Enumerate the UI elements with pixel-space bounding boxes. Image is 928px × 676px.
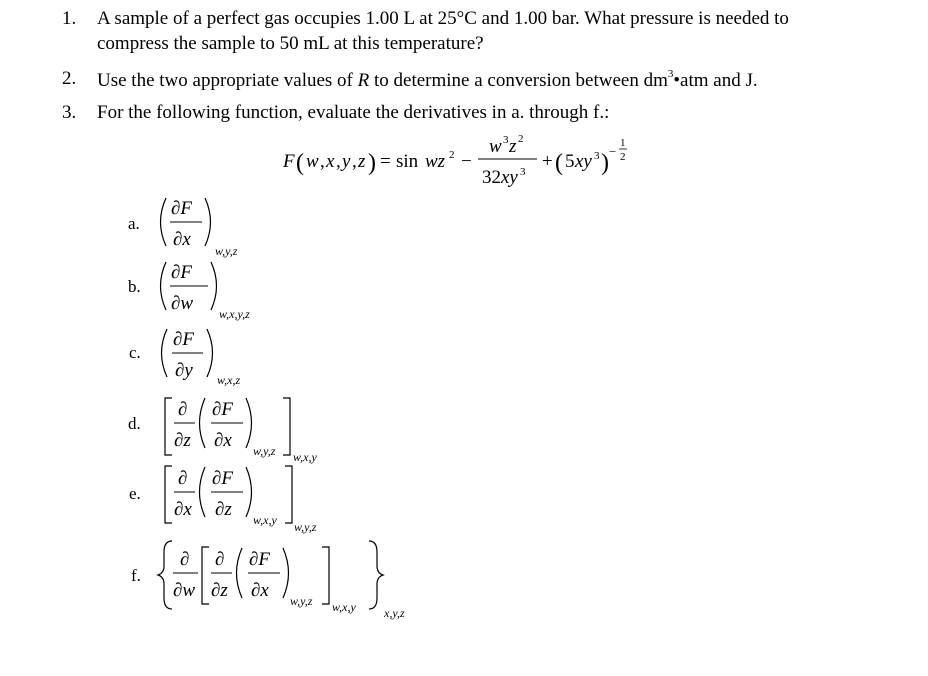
- svg-text:w,x,y: w,x,y: [253, 513, 277, 527]
- question-2-text-before: Use the two appropriate values of: [97, 70, 358, 91]
- svg-text:∂: ∂: [178, 468, 188, 489]
- svg-text:∂x: ∂x: [251, 580, 269, 601]
- svg-text:,: ,: [320, 151, 325, 172]
- svg-text:∂F: ∂F: [171, 262, 192, 283]
- svg-text:w,y,z: w,y,z: [253, 444, 276, 458]
- svg-text:w,x,y: w,x,y: [332, 600, 356, 614]
- svg-text:3: 3: [594, 150, 600, 162]
- svg-text:z: z: [509, 136, 517, 157]
- svg-text:∂x: ∂x: [173, 229, 191, 250]
- svg-text:−: −: [609, 144, 617, 159]
- svg-text:(: (: [555, 150, 563, 176]
- question-1-number: 1.: [62, 8, 77, 29]
- part-a-label: a.: [128, 214, 140, 233]
- part-c-expression: [162, 329, 241, 387]
- svg-text:∂z: ∂z: [211, 580, 228, 601]
- svg-text:w,y,z: w,y,z: [215, 244, 238, 258]
- svg-text:∂: ∂: [178, 399, 188, 420]
- svg-text:∂w: ∂w: [173, 580, 196, 601]
- svg-text:w,x,z: w,x,z: [217, 373, 241, 387]
- svg-text:∂: ∂: [215, 549, 225, 570]
- svg-text:∂x: ∂x: [174, 499, 192, 520]
- part-f-expression: [158, 541, 405, 620]
- svg-text:∂w: ∂w: [171, 293, 194, 314]
- svg-text:∂F: ∂F: [173, 329, 194, 350]
- question-3-text: For the following function, evaluate the derivatives in a. through f.:: [97, 102, 610, 123]
- svg-text:): ): [601, 150, 609, 176]
- question-3-number: 3.: [62, 102, 77, 123]
- part-d-expression: [165, 398, 317, 464]
- part-d-label: d.: [128, 414, 141, 433]
- svg-text:F: F: [283, 151, 295, 172]
- svg-text:w: w: [489, 136, 502, 157]
- question-2-text-middle: to determine a conversion between dm: [369, 70, 668, 91]
- svg-text:x: x: [326, 151, 335, 172]
- svg-text:xy: xy: [501, 167, 518, 188]
- svg-text:∂y: ∂y: [175, 360, 193, 381]
- question-2-number: 2.: [62, 68, 77, 89]
- svg-text:5: 5: [565, 151, 575, 172]
- svg-text:w,y,z: w,y,z: [294, 520, 317, 534]
- part-e-label: e.: [129, 484, 141, 503]
- svg-text:∂z: ∂z: [174, 430, 191, 451]
- svg-text:sin: sin: [396, 151, 419, 172]
- svg-text:2: 2: [620, 151, 626, 163]
- svg-text:∂F: ∂F: [249, 549, 270, 570]
- question-1-line-2: compress the sample to 50 mL at this temperature?: [97, 33, 484, 54]
- svg-text:y: y: [342, 151, 351, 172]
- svg-text:): ): [368, 150, 376, 176]
- svg-text:,: ,: [336, 151, 341, 172]
- question-1-line-1: A sample of a perfect gas occupies 1.00 L at 25°C and 1.00 bar. What pressure is needed to: [97, 8, 789, 29]
- svg-text:w,x,y: w,x,y: [293, 450, 317, 464]
- part-b-label: b.: [128, 277, 141, 296]
- part-a-expression: [161, 198, 238, 258]
- svg-text:2: 2: [518, 133, 524, 145]
- svg-text:xy: xy: [575, 151, 592, 172]
- part-b-expression: [161, 262, 251, 321]
- svg-text:∂z: ∂z: [215, 499, 232, 520]
- svg-text:wz: wz: [425, 151, 446, 172]
- question-2-superscript: 3: [667, 68, 674, 80]
- svg-text:3: 3: [503, 134, 509, 146]
- part-f-label: f.: [131, 566, 141, 585]
- svg-text:∂F: ∂F: [212, 399, 233, 420]
- svg-text:∂F: ∂F: [171, 198, 192, 219]
- svg-text:2: 2: [449, 149, 455, 161]
- svg-text:w,x,y,z: w,x,y,z: [219, 307, 250, 321]
- part-e-expression: [165, 466, 317, 534]
- svg-text:3: 3: [520, 166, 526, 178]
- svg-text:−: −: [461, 151, 472, 172]
- svg-text:1: 1: [620, 137, 626, 149]
- question-2-symbol: R: [357, 70, 370, 91]
- svg-text:=: =: [380, 151, 391, 172]
- svg-text:+: +: [542, 151, 553, 172]
- svg-text:∂F: ∂F: [212, 468, 233, 489]
- svg-text:w,y,z: w,y,z: [290, 594, 313, 608]
- question-2-text-after: •atm and J.: [673, 70, 758, 91]
- svg-text:∂x: ∂x: [214, 430, 232, 451]
- svg-text:,: ,: [352, 151, 357, 172]
- svg-text:z: z: [358, 151, 366, 172]
- svg-text:(: (: [296, 150, 304, 176]
- part-c-label: c.: [129, 343, 141, 362]
- svg-text:∂: ∂: [180, 549, 190, 570]
- svg-text:x,y,z: x,y,z: [384, 606, 405, 620]
- svg-text:w: w: [306, 151, 319, 172]
- svg-text:32: 32: [482, 167, 501, 188]
